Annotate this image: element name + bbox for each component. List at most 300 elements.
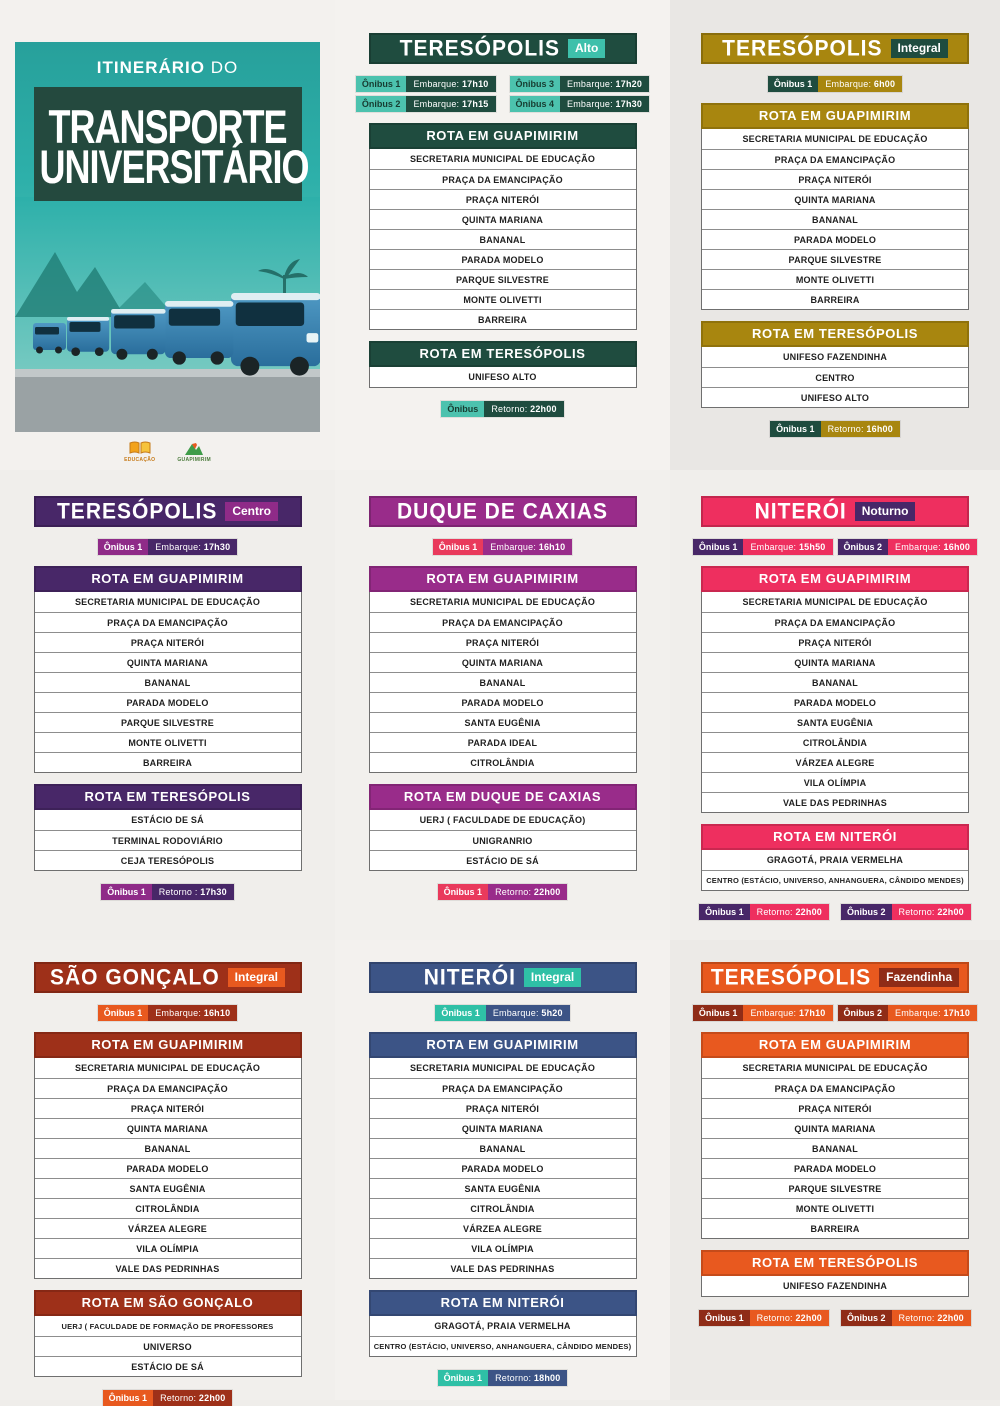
route-stop: VALE DAS PEDRINHAS [702, 792, 968, 812]
bus-return-value: Retorno: 22h00 [153, 1390, 232, 1406]
bus-label: Ônibus [441, 401, 484, 417]
educacao-logo [124, 441, 155, 463]
bus-embark-pill [510, 96, 650, 112]
route-stop: PRAÇA DA EMANCIPAÇÃO [702, 612, 968, 632]
card-shift-badge: Fazendinha [879, 968, 959, 987]
return-times [438, 884, 568, 900]
route-section [701, 566, 969, 813]
bus-return-time: 22h00 [533, 887, 561, 897]
bus-times [98, 539, 238, 555]
card-title-bar [34, 962, 302, 993]
route-stop-list [369, 1316, 637, 1357]
bus-embark-pill [693, 539, 833, 555]
bus-return-time: 22h00 [198, 1393, 226, 1403]
bus-return-pill [441, 401, 563, 417]
bus-return-time: 22h00 [937, 1313, 964, 1323]
bus-times [356, 76, 649, 112]
card-title-bar [701, 33, 969, 64]
route-section [369, 784, 637, 871]
cover-title-line2: UNIVERSITÁRIO [39, 139, 309, 194]
route-stop: CITROLÂNDIA [702, 732, 968, 752]
route-stop: PARADA MODELO [370, 1158, 636, 1178]
route-stop: CITROLÂNDIA [35, 1198, 301, 1218]
route-section [701, 1032, 969, 1239]
route-stop: QUINTA MARIANA [35, 1118, 301, 1138]
card-teresopolis-fazendinha [698, 962, 971, 1326]
bus-embark-pill [693, 1005, 833, 1021]
card-sao-goncalo-integral [34, 962, 302, 1406]
route-section [34, 784, 302, 871]
card-shift-badge: Integral [228, 968, 285, 987]
route-stop: VÁRZEA ALEGRE [35, 1218, 301, 1238]
route-section [701, 321, 969, 408]
bus-return-time: 22h00 [530, 404, 557, 414]
cover-kicker [15, 58, 320, 78]
route-section [369, 1290, 637, 1357]
bus-embark-time: 17h10 [798, 1008, 826, 1018]
bus-label: Ônibus 1 [433, 539, 484, 555]
route-stop: BANANAL [370, 672, 636, 692]
cover-kicker-rest: DO [205, 58, 239, 77]
route-stop: UNIFESO FAZENDINHA [782, 352, 888, 362]
route-stop: BARREIRA [370, 309, 636, 329]
return-times [699, 1310, 971, 1326]
route-stop: ESTÁCIO DE SÁ [131, 815, 204, 825]
route-stop: PARADA MODELO [370, 249, 636, 269]
route-section-title: ROTA EM TERESÓPOLIS [369, 341, 637, 367]
bus-times [98, 1005, 238, 1021]
bus-return-value: Retorno: 22h00 [892, 904, 971, 920]
route-stop: QUINTA MARIANA [702, 189, 968, 209]
bus-label: Ônibus 4 [510, 96, 561, 112]
bus-label: Ônibus 1 [356, 76, 407, 92]
bus-return-pill [101, 884, 234, 900]
card-title-bar [701, 962, 969, 993]
bus-embark-pill [768, 76, 902, 92]
bus-label: Ônibus 1 [699, 904, 750, 920]
route-stop: TERMINAL RODOVIÁRIO [35, 830, 301, 850]
route-section-title: ROTA EM GUAPIMIRIM [701, 103, 969, 129]
bus-embark-value: Embarque: 17h30 [560, 96, 649, 112]
route-stop: VÁRZEA ALEGRE [370, 1218, 636, 1238]
route-stop: UNIVERSO [35, 1336, 301, 1356]
route-stop: GRAGOTÁ, PRAIA VERMELHA [766, 855, 904, 865]
bus-return-time: 22h00 [795, 907, 822, 917]
bus-label: Ônibus 1 [693, 1005, 744, 1021]
card-shift-badge: Centro [225, 502, 278, 521]
return-times [770, 421, 900, 437]
route-stop-list [34, 1058, 302, 1279]
route-stop: BANANAL [370, 1138, 636, 1158]
bus-return-pill [699, 1310, 829, 1326]
guapimirim-logo-label: GUAPIMIRIM [177, 457, 211, 463]
route-stop-list [34, 810, 302, 871]
bus-return-pill [438, 1370, 568, 1386]
route-stop: SECRETARIA MUNICIPAL DE EDUCAÇÃO [74, 597, 261, 607]
route-stop: PRAÇA NITERÓI [370, 632, 636, 652]
route-stop: BANANAL [702, 672, 968, 692]
bus-embark-pill [838, 539, 978, 555]
route-stop: VILA OLÍMPIA [702, 772, 968, 792]
cell-niteroi-integral [335, 940, 670, 1400]
route-stop: PARADA MODELO [702, 229, 968, 249]
route-stop: BANANAL [370, 229, 636, 249]
bus-embark-value: Embarque: 17h30 [148, 539, 237, 555]
route-stop: PARADA MODELO [35, 1158, 301, 1178]
bus-return-value: Retorno: 22h00 [488, 884, 567, 900]
route-stop-list [701, 850, 969, 891]
card-teresopolis-integral [701, 33, 969, 437]
card-city: TERESÓPOLIS [710, 964, 872, 990]
bus-return-time: 16h00 [866, 424, 893, 434]
route-stop-list [701, 1276, 969, 1297]
route-section [369, 123, 637, 330]
route-stop-list [369, 149, 637, 330]
route-stop-list [701, 347, 969, 408]
bus-embark-time: 15h50 [798, 542, 826, 552]
bus-embark-pill [433, 539, 573, 555]
bus-embark-pill [435, 1005, 569, 1021]
route-section-title: ROTA EM SÃO GONÇALO [34, 1290, 302, 1316]
route-section [34, 1032, 302, 1279]
route-stop: PRAÇA NITERÓI [370, 1098, 636, 1118]
route-stop: MONTE OLIVETTI [370, 289, 636, 309]
card-city: SÃO GONÇALO [49, 964, 220, 990]
bus-times [693, 1005, 977, 1021]
road [15, 375, 320, 432]
route-section-title: ROTA EM NITERÓI [369, 1290, 637, 1316]
guapimirim-logo [177, 441, 211, 463]
bus-embark-time: 17h10 [461, 79, 489, 89]
route-stop: PRAÇA DA EMANCIPAÇÃO [35, 612, 301, 632]
route-stop: QUINTA MARIANA [370, 209, 636, 229]
bus-times [693, 539, 977, 555]
card-teresopolis-alto [361, 33, 643, 417]
route-stop: PRAÇA DA EMANCIPAÇÃO [370, 612, 636, 632]
bus-return-value: Retorno: 22h00 [750, 1310, 829, 1326]
card-title-bar [701, 496, 969, 527]
route-stop: PARADA MODELO [35, 692, 301, 712]
bus-label: Ônibus 3 [510, 76, 561, 92]
bus-embark-time: 5h20 [541, 1008, 563, 1018]
route-section-title: ROTA EM GUAPIMIRIM [34, 566, 302, 592]
route-section-title: ROTA EM GUAPIMIRIM [34, 1032, 302, 1058]
bus-label: Ônibus 2 [838, 1005, 889, 1021]
route-stop-list [701, 1058, 969, 1239]
route-stop: PARADA IDEAL [370, 732, 636, 752]
route-section-title: ROTA EM DUQUE DE CAXIAS [369, 784, 637, 810]
bus-label: Ônibus 1 [435, 1005, 486, 1021]
route-stop: QUINTA MARIANA [370, 1118, 636, 1138]
cover-title-line1: TRANSPORTE [48, 99, 287, 154]
route-stop: UNIFESO FAZENDINHA [782, 1281, 888, 1291]
route-stop: VÁRZEA ALEGRE [702, 752, 968, 772]
cell-teresopolis-centro [0, 470, 335, 940]
cell-duque-de-caxias [335, 470, 670, 940]
bus-return-value: Retorno: 18h00 [488, 1370, 567, 1386]
route-stop: QUINTA MARIANA [370, 652, 636, 672]
route-stop: CENTRO [702, 367, 968, 387]
card-title-bar [34, 496, 302, 527]
card-city: TERESÓPOLIS [722, 35, 883, 61]
bus-return-value: Retorno: 22h00 [750, 904, 829, 920]
bus-times [435, 1005, 569, 1021]
cover-title-box [34, 87, 309, 201]
route-section [701, 103, 969, 310]
route-stop: VILA OLÍMPIA [370, 1238, 636, 1258]
route-stop: ESTÁCIO DE SÁ [35, 1356, 301, 1376]
bus-embark-time: 17h30 [615, 99, 643, 109]
route-section-title: ROTA EM NITERÓI [701, 824, 969, 850]
bus-embark-pill [356, 96, 496, 112]
bus-embark-value: Embarque: 17h10 [406, 76, 495, 92]
bus-embark-pill [98, 539, 238, 555]
bus-return-pill [438, 884, 568, 900]
bus-return-time: 22h00 [795, 1313, 822, 1323]
bus-label: Ônibus 1 [438, 884, 489, 900]
card-city: DUQUE DE CAXIAS [396, 498, 609, 524]
bus-return-value: Retorno: 22h00 [484, 401, 563, 417]
route-stop: MONTE OLIVETTI [702, 1198, 968, 1218]
route-stop: GRAGOTÁ, PRAIA VERMELHA [434, 1321, 571, 1331]
route-section-title: ROTA EM GUAPIMIRIM [369, 123, 637, 149]
route-section [701, 1250, 969, 1297]
route-stop: BANANAL [35, 672, 301, 692]
route-stop: PRAÇA NITERÓI [702, 632, 968, 652]
bus-times [768, 76, 902, 92]
open-book-icon [129, 441, 151, 456]
bus-return-pill [841, 1310, 971, 1326]
route-stop-list [369, 810, 637, 871]
route-stop: QUINTA MARIANA [702, 652, 968, 672]
bus-label: Ônibus 2 [356, 96, 407, 112]
card-shift-badge: Integral [524, 968, 581, 987]
route-stop: SANTA EUGÊNIA [370, 712, 636, 732]
route-stop: BARREIRA [35, 752, 301, 772]
cell-teresopolis-fazendinha [670, 940, 1000, 1400]
route-stop: PARQUE SILVESTRE [35, 712, 301, 732]
bus-embark-value: Embarque: 6h00 [818, 76, 902, 92]
route-section-title: ROTA EM TERESÓPOLIS [34, 784, 302, 810]
bus-return-time: 18h00 [533, 1373, 561, 1383]
route-section [369, 1032, 637, 1279]
bus-label: Ônibus 1 [98, 1005, 149, 1021]
route-stop: VALE DAS PEDRINHAS [370, 1258, 636, 1278]
route-stop: PARADA MODELO [370, 692, 636, 712]
bus-embark-value: Embarque: 17h20 [560, 76, 649, 92]
route-stop: PRAÇA DA EMANCIPAÇÃO [35, 1078, 301, 1098]
bus-return-pill [841, 904, 971, 920]
route-section-title: ROTA EM TERESÓPOLIS [701, 1250, 969, 1276]
bus-label: Ônibus 1 [101, 884, 152, 900]
bus-embark-time: 17h10 [943, 1008, 971, 1018]
bus-embark-pill [98, 1005, 238, 1021]
route-stop: MONTE OLIVETTI [35, 732, 301, 752]
route-stop: SANTA EUGÊNIA [702, 712, 968, 732]
card-shift-badge: Noturno [855, 502, 916, 521]
bus-return-value: Retorno : 17h30 [152, 884, 234, 900]
bus-label: Ônibus 1 [770, 421, 821, 437]
route-stop: PRAÇA NITERÓI [35, 1098, 301, 1118]
route-stop: SECRETARIA MUNICIPAL DE EDUCAÇÃO [409, 1063, 596, 1073]
bus-return-time: 22h00 [937, 907, 964, 917]
route-stop: SECRETARIA MUNICIPAL DE EDUCAÇÃO [742, 597, 928, 607]
card-title-bar [369, 33, 637, 64]
educacao-logo-label: EDUCAÇÃO [124, 457, 156, 463]
route-section-title: ROTA EM GUAPIMIRIM [701, 566, 969, 592]
route-stop: PRAÇA NITERÓI [370, 189, 636, 209]
bus-embark-value: Embarque: 16h00 [888, 539, 977, 555]
bus-embark-value: Embarque: 15h50 [743, 539, 832, 555]
route-stop: QUINTA MARIANA [35, 652, 301, 672]
cover-logos [15, 441, 320, 463]
card-title-bar [369, 496, 637, 527]
route-stop-list [34, 1316, 302, 1377]
bus-embark-time: 6h00 [873, 79, 896, 89]
route-stop: BANANAL [702, 1138, 968, 1158]
route-section-title: ROTA EM GUAPIMIRIM [369, 566, 637, 592]
return-times [699, 904, 971, 920]
bus-embark-value: Embarque: 5h20 [486, 1005, 570, 1021]
bus-embark-value: Embarque: 16h10 [148, 1005, 237, 1021]
route-section [369, 566, 637, 773]
route-stop: PRAÇA NITERÓI [35, 632, 301, 652]
route-stop-list [34, 592, 302, 773]
route-stop: MONTE OLIVETTI [702, 269, 968, 289]
route-stop: SECRETARIA MUNICIPAL DE EDUCAÇÃO [409, 597, 596, 607]
bus-label: Ônibus 1 [693, 539, 744, 555]
cell-sao-goncalo-integral [0, 940, 335, 1403]
route-section-title: ROTA EM GUAPIMIRIM [369, 1032, 637, 1058]
bus-embark-value: Embarque: 17h15 [406, 96, 495, 112]
route-stop: ESTÁCIO DE SÁ [370, 850, 636, 870]
return-times [101, 884, 234, 900]
bus-label: Ônibus 2 [838, 539, 889, 555]
route-stop: SANTA EUGÊNIA [370, 1178, 636, 1198]
route-stop: QUINTA MARIANA [702, 1118, 968, 1138]
route-stop: PARQUE SILVESTRE [702, 249, 968, 269]
cell-teresopolis-integral [670, 0, 1000, 470]
route-stop: SANTA EUGÊNIA [35, 1178, 301, 1198]
mountain-icon [183, 441, 205, 456]
route-section [701, 824, 969, 891]
buses-photo [15, 197, 320, 432]
card-city: TERESÓPOLIS [56, 498, 218, 524]
bus-label: Ônibus 1 [103, 1390, 154, 1406]
route-stop: CENTRO (ESTÁCIO, UNIVERSO, ANHANGUERA, CÂNDIDO MENDES) [370, 1336, 636, 1356]
card-teresopolis-centro [34, 496, 302, 900]
route-stop-list [701, 592, 969, 813]
bus-label: Ônibus 1 [768, 76, 819, 92]
route-stop: UNIFESO ALTO [702, 387, 968, 407]
bus-embark-value: Embarque: 17h10 [888, 1005, 977, 1021]
route-stop: PRAÇA DA EMANCIPAÇÃO [702, 1078, 968, 1098]
bus-embark-time: 17h20 [615, 79, 643, 89]
route-stop: SECRETARIA MUNICIPAL DE EDUCAÇÃO [74, 1063, 261, 1073]
route-section [34, 1290, 302, 1377]
route-stop: PRAÇA DA EMANCIPAÇÃO [370, 169, 636, 189]
route-stop: UERJ ( FACULDADE DE EDUCAÇÃO) [419, 815, 586, 825]
bus-embark-pill [838, 1005, 978, 1021]
route-section [369, 341, 637, 388]
route-stop: UNIFESO ALTO [468, 372, 537, 382]
bus-return-value: Retorno: 22h00 [892, 1310, 971, 1326]
route-stop-list [701, 129, 969, 310]
route-stop: CENTRO (ESTÁCIO, UNIVERSO, ANHANGUERA, CÂNDIDO MENDES) [702, 870, 968, 890]
return-times [103, 1390, 233, 1406]
bus-return-value: Retorno: 16h00 [821, 421, 900, 437]
card-shift-badge: Integral [891, 39, 948, 58]
cover-kicker-bold: ITINERÁRIO [96, 58, 205, 77]
route-stop: PARQUE SILVESTRE [702, 1178, 968, 1198]
route-stop-list [369, 1058, 637, 1279]
card-city: TERESÓPOLIS [399, 35, 561, 61]
route-stop: BARREIRA [702, 1218, 968, 1238]
cover-cell [0, 0, 335, 470]
route-stop: SECRETARIA MUNICIPAL DE EDUCAÇÃO [409, 154, 596, 164]
route-stop: CITROLÂNDIA [370, 1198, 636, 1218]
route-stop: CITROLÂNDIA [370, 752, 636, 772]
route-section [34, 566, 302, 773]
card-niteroi-integral [369, 962, 637, 1386]
route-stop: BANANAL [35, 1138, 301, 1158]
card-title-bar [369, 962, 637, 993]
route-stop: PRAÇA DA EMANCIPAÇÃO [702, 149, 968, 169]
route-stop: BANANAL [702, 209, 968, 229]
bus-return-pill [103, 1390, 233, 1406]
bus-return-time: 17h30 [200, 887, 227, 897]
return-times [438, 1370, 568, 1386]
card-duque-de-caxias [369, 496, 637, 900]
card-city: NITERÓI [754, 498, 847, 524]
route-section-title: ROTA EM TERESÓPOLIS [701, 321, 969, 347]
bus-embark-pill [510, 76, 650, 92]
bus-times [433, 539, 573, 555]
bus-label: Ônibus 1 [699, 1310, 750, 1326]
card-city: NITERÓI [423, 964, 516, 990]
route-stop: SECRETARIA MUNICIPAL DE EDUCAÇÃO [742, 134, 928, 144]
bus-embark-time: 16h00 [943, 542, 971, 552]
route-stop: PRAÇA NITERÓI [702, 169, 968, 189]
route-stop-list [369, 592, 637, 773]
bus-embark-value: Embarque: 16h10 [483, 539, 572, 555]
route-stop-list [369, 367, 637, 388]
cell-niteroi-noturno [670, 470, 1000, 940]
route-stop: PRAÇA DA EMANCIPAÇÃO [370, 1078, 636, 1098]
bus-label: Ônibus 2 [841, 904, 892, 920]
bus-return-pill [699, 904, 829, 920]
card-shift-badge: Alto [568, 39, 605, 58]
bus-label: Ônibus 2 [841, 1310, 892, 1326]
route-stop: PARADA MODELO [702, 1158, 968, 1178]
route-stop: PRAÇA NITERÓI [702, 1098, 968, 1118]
bus-label: Ônibus 1 [438, 1370, 489, 1386]
route-stop: UNIGRANRIO [370, 830, 636, 850]
route-stop: VALE DAS PEDRINHAS [35, 1258, 301, 1278]
bus-embark-time: 17h30 [203, 542, 231, 552]
bus-embark-time: 16h10 [203, 1008, 231, 1018]
route-stop: PARADA MODELO [702, 692, 968, 712]
route-stop: CEJA TERESÓPOLIS [35, 850, 301, 870]
card-niteroi-noturno [698, 496, 971, 920]
bus-embark-time: 17h15 [461, 99, 489, 109]
cell-teresopolis-alto [335, 0, 670, 470]
bus-label: Ônibus 1 [98, 539, 149, 555]
bus-return-pill [770, 421, 900, 437]
bus-embark-value: Embarque: 17h10 [743, 1005, 832, 1021]
route-stop: BARREIRA [702, 289, 968, 309]
bus-embark-pill [356, 76, 496, 92]
